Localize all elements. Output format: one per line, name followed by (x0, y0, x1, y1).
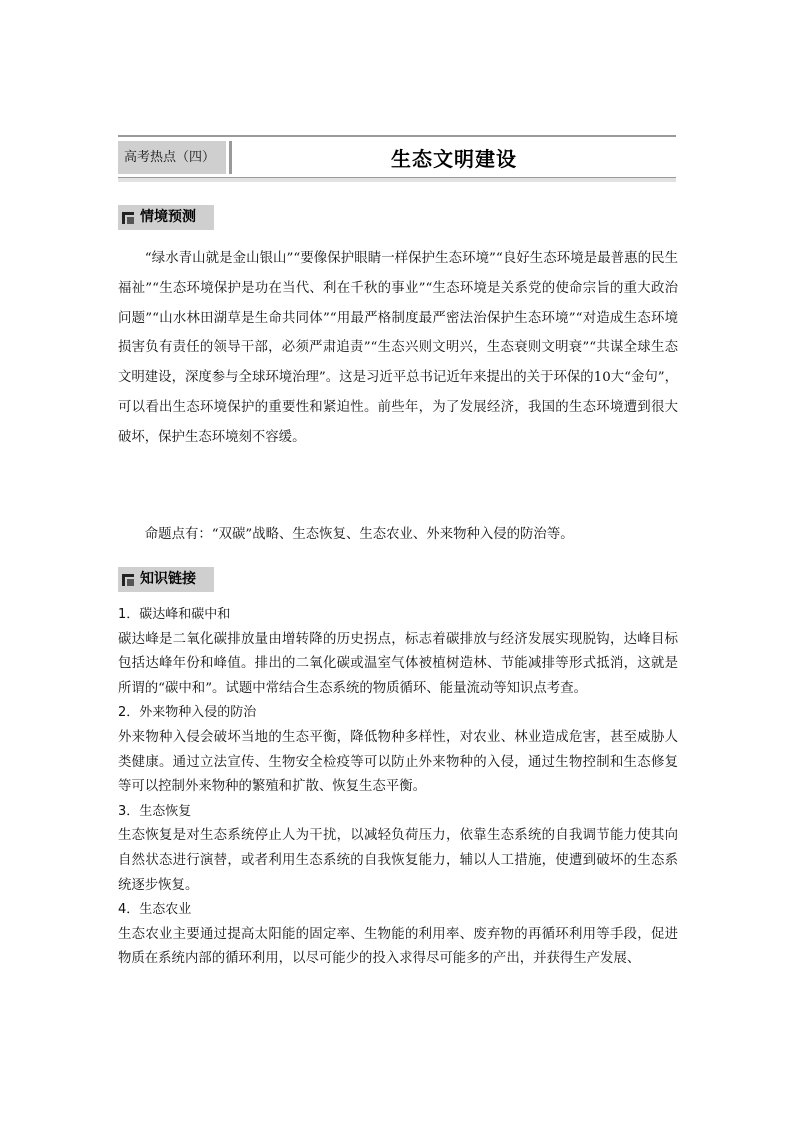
knowledge-list (118, 603, 678, 972)
section-marker-icon (122, 574, 134, 586)
header-underline (118, 178, 676, 182)
section-heading-knowledge (118, 567, 214, 592)
knowledge-item-body: 生态农业主要通过提高太阳能的固定率、生物能的利用率、废弃物的再循环利用等手段，促进物质在系统内部的循环利用，以尽可能少的投入求得尽可能多的产出，并获得生产发展、 (118, 926, 678, 967)
knowledge-item-body: 碳达峰是二氧化碳排放量由增转降的历史拐点，标志着碳排放与经济发展实现脱钩，达峰目标包括达峰年份和峰值。排出的二氧化碳或温室气体被植树造林、节能减排等形式抵消，这就是所谓的“碳中和”。试题中常结合生态系统的物质循环、能量流动等知识点考查。 (118, 631, 678, 696)
knowledge-item-body: 外来物种入侵会破坏当地的生态平衡，降低物种多样性，对农业、林业造成危害，甚至威胁人类健康。通过立法宣传、生物安全检疫等可以防止外来物种的入侵，通过生物控制和生态修复等可以控制外来物种的繁殖和扩散、恢复生态平衡。 (118, 729, 678, 795)
topic-tag: 高考热点（四） (118, 141, 226, 174)
knowledge-item (118, 701, 678, 799)
section-label: 知识链接 (140, 571, 196, 587)
section-heading-scenario (118, 205, 214, 230)
section-label: 情境预测 (140, 209, 196, 225)
knowledge-item-title: 3．生态恢复 (118, 803, 192, 819)
page-title: 生态文明建设 (391, 147, 517, 171)
topic-header (118, 135, 676, 178)
knowledge-item-title: 1．碳达峰和碳中和 (118, 607, 231, 622)
knowledge-item (118, 800, 678, 898)
knowledge-item-title: 4．生态农业 (118, 902, 192, 918)
knowledge-item-title: 2．外来物种入侵的防治 (118, 705, 257, 721)
proposition-points: 命题点有：“双碳”战略、生态恢复、生态农业、外来物种入侵的防治等。 (144, 527, 574, 542)
intro-paragraph: “绿水青山就是金山银山”“要像保护眼睛一样保护生态环境”“良好生态环境是最普惠的民生福祉”“生态环境保护是功在当代、利在千秋的事业”“生态环境是关系党的使命宗旨的重大政治问题”“山水林田湖草是生命共同体”“用最严格制度最严密法治保护生态环境”“对造成生态环境损害负有责任的领导干部，必须严肃追责”“生态兴则文明兴，生态衰则文明衰”“共谋全球生态文明建设，深度参与全球环境治理”。这是习近平总书记近年来提出的关于环保的10大“金句”，可以看出生态环境保护的重要性和紧迫性。前些年，为了发展经济，我国的生态环境遭到很大破坏，保护生态环境刻不容缓。 (118, 251, 678, 445)
knowledge-item (118, 898, 678, 972)
section-marker-icon (122, 212, 134, 224)
knowledge-item (118, 603, 678, 701)
knowledge-item-body: 生态恢复是对生态系统停止人为干扰，以减轻负荷压力，依靠生态系统的自我调节能力使其向自然状态进行演替，或者利用生态系统的自我恢复能力，辅以人工措施，使遭到破坏的生态系统逐步恢复。 (118, 828, 678, 893)
